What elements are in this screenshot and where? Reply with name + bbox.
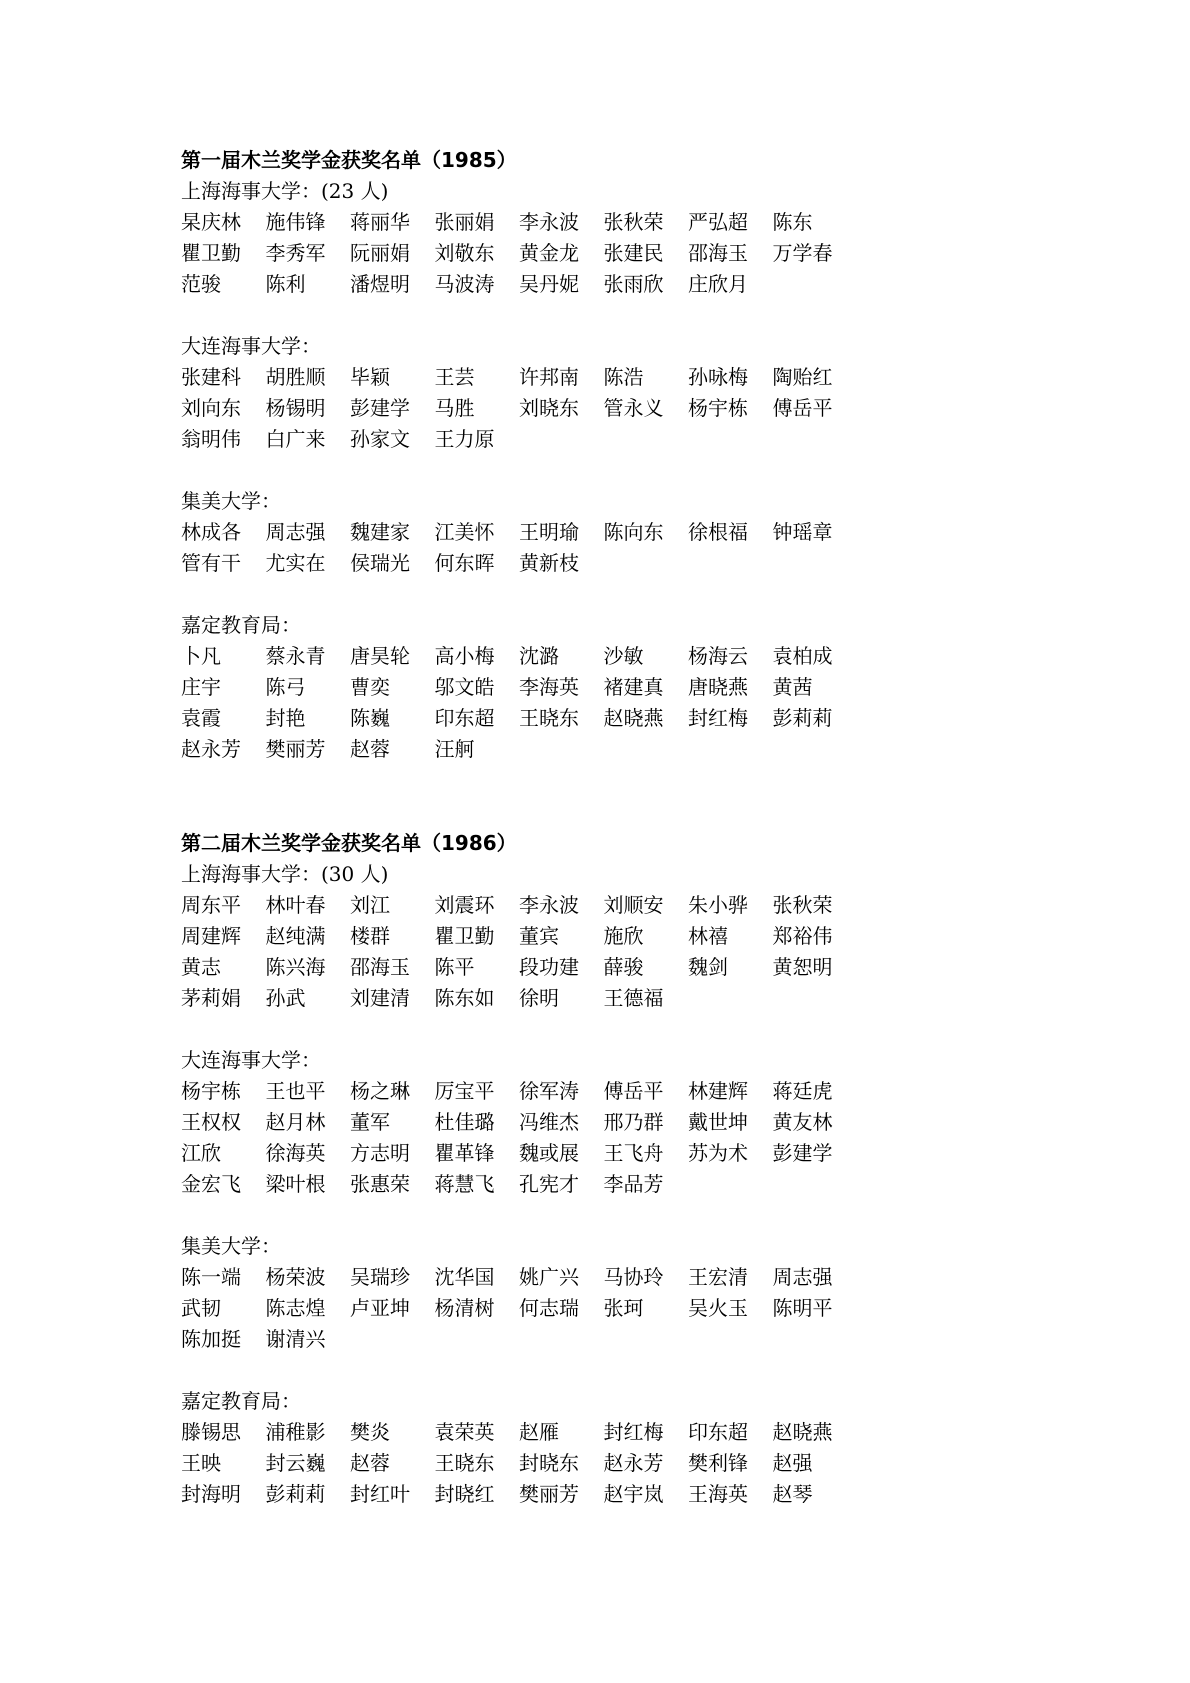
- recipient-name: 董军: [350, 1110, 390, 1134]
- recipient-name: 马胜: [434, 396, 475, 420]
- recipient-name: 武韧: [181, 1296, 221, 1320]
- recipient-name: 彭建学: [772, 1141, 833, 1165]
- recipient-name: 封红梅: [603, 1420, 664, 1444]
- recipient-name: 李永波: [519, 893, 579, 917]
- recipient-name: 陈巍: [350, 706, 390, 730]
- recipient-name: 何东晖: [434, 551, 495, 575]
- recipient-name: 黄茜: [772, 675, 813, 699]
- group-header: 嘉定教育局：: [181, 1389, 301, 1413]
- recipient-name: 李永波: [519, 210, 579, 234]
- recipient-name: 陈东: [772, 210, 813, 234]
- recipient-name: 蔡永青: [265, 644, 326, 668]
- recipient-name: 沙敏: [603, 644, 644, 668]
- recipient-name: 袁荣英: [434, 1420, 495, 1444]
- recipient-name: 卜凡: [181, 644, 221, 668]
- recipient-name: 郑裕伟: [772, 924, 833, 948]
- recipient-name: 封艳: [265, 706, 306, 730]
- recipient-name: 樊利锋: [688, 1451, 748, 1475]
- recipient-name: 邢乃群: [603, 1110, 664, 1134]
- recipient-name: 金宏飞: [181, 1172, 241, 1196]
- recipient-name: 陈利: [265, 272, 306, 296]
- recipient-name: 张雨欣: [603, 272, 664, 296]
- recipient-name: 印东超: [688, 1420, 748, 1444]
- recipient-name: 薛骏: [603, 955, 644, 979]
- recipient-name: 魏建家: [350, 520, 410, 544]
- name-grid: [181, 362, 941, 455]
- recipient-name: 杲庆林: [181, 210, 241, 234]
- recipient-name: 封红叶: [350, 1482, 410, 1506]
- name-grid: [181, 641, 941, 765]
- recipient-name: 赵蓉: [350, 737, 390, 761]
- recipient-name: 许邦南: [519, 365, 579, 389]
- recipient-name: 彭建学: [350, 396, 410, 420]
- recipient-name: 孙武: [265, 986, 306, 1010]
- recipient-name: 林叶春: [265, 893, 326, 917]
- recipient-name: 封海明: [181, 1482, 241, 1506]
- recipient-name: 胡胜顺: [265, 365, 326, 389]
- recipient-name: 赵强: [772, 1451, 813, 1475]
- recipient-name: 杨荣波: [265, 1265, 326, 1289]
- recipient-name: 袁柏成: [772, 644, 833, 668]
- recipient-name: 段功建: [519, 955, 579, 979]
- recipient-name: 吴瑞珍: [350, 1265, 410, 1289]
- recipient-name: 魏剑: [688, 955, 728, 979]
- recipient-name: 毕颖: [350, 365, 390, 389]
- recipient-name: 赵宇岚: [603, 1482, 664, 1506]
- recipient-name: 赵雁: [519, 1420, 559, 1444]
- recipient-name: 张惠荣: [350, 1172, 410, 1196]
- recipient-name: 封晓红: [434, 1482, 495, 1506]
- recipient-name: 万学春: [772, 241, 833, 265]
- recipient-name: 施伟锋: [265, 210, 326, 234]
- recipient-name: 张丽娟: [434, 210, 495, 234]
- recipient-name: 陈向东: [603, 520, 664, 544]
- recipient-name: 杨海云: [688, 644, 748, 668]
- recipient-name: 施欣: [603, 924, 644, 948]
- recipient-name: 王映: [181, 1451, 221, 1475]
- name-grid: [181, 1076, 941, 1200]
- recipient-name: 蒋慧飞: [434, 1172, 495, 1196]
- recipient-name: 杨之琳: [350, 1079, 410, 1103]
- recipient-name: 赵琴: [772, 1482, 813, 1506]
- group-header: 嘉定教育局：: [181, 613, 301, 637]
- recipient-name: 李品芳: [603, 1172, 664, 1196]
- recipient-name: 马波涛: [434, 272, 495, 296]
- recipient-name: 厉宝平: [434, 1079, 495, 1103]
- recipient-name: 卢亚坤: [350, 1296, 410, 1320]
- recipient-name: 徐根福: [688, 520, 748, 544]
- recipient-name: 沈华国: [434, 1265, 495, 1289]
- recipient-name: 赵永芳: [603, 1451, 664, 1475]
- group-dalian-maritime-university: [181, 331, 941, 455]
- recipient-name: 杜佳璐: [434, 1110, 495, 1134]
- recipient-name: 周志强: [265, 520, 326, 544]
- recipient-name: 徐明: [519, 986, 559, 1010]
- recipient-name: 白广来: [265, 427, 326, 451]
- group-shanghai-maritime-university: [181, 176, 941, 300]
- group-header: 集美大学：: [181, 489, 281, 513]
- recipient-name: 范骏: [181, 272, 221, 296]
- recipient-name: 黄志: [181, 955, 221, 979]
- recipient-name: 蒋廷虎: [772, 1079, 833, 1103]
- recipient-name: 吴丹妮: [519, 272, 579, 296]
- recipient-name: 孙咏梅: [688, 365, 748, 389]
- recipient-name: 谢清兴: [265, 1327, 326, 1351]
- recipient-name: 姚广兴: [519, 1265, 579, 1289]
- recipient-name: 孔宪才: [519, 1172, 579, 1196]
- group-header: 大连海事大学：: [181, 334, 321, 358]
- recipient-name: 王明瑜: [519, 520, 579, 544]
- recipient-name: 徐海英: [265, 1141, 326, 1165]
- recipient-name: 浦稚影: [265, 1420, 326, 1444]
- recipient-name: 何志瑞: [519, 1296, 579, 1320]
- recipient-name: 王芸: [434, 365, 475, 389]
- recipient-name: 傅岳平: [603, 1079, 664, 1103]
- award-1986-section: [181, 828, 941, 1510]
- recipient-name: 杨锡明: [265, 396, 326, 420]
- group-header: 上海海事大学：(30 人): [181, 862, 389, 886]
- recipient-name: 褚建真: [603, 675, 664, 699]
- recipient-name: 瞿卫勤: [434, 924, 495, 948]
- recipient-name: 侯瑞光: [350, 551, 410, 575]
- recipient-name: 陈兴海: [265, 955, 326, 979]
- group-jimei-university: [181, 1231, 941, 1355]
- recipient-name: 潘煜明: [350, 272, 410, 296]
- recipient-name: 孙家文: [350, 427, 410, 451]
- recipient-name: 林禧: [688, 924, 728, 948]
- recipient-name: 江美怀: [434, 520, 495, 544]
- group-jiading-education-bureau: [181, 610, 941, 765]
- recipient-name: 彭莉莉: [772, 706, 833, 730]
- recipient-name: 黄友林: [772, 1110, 833, 1134]
- recipient-name: 高小梅: [434, 644, 495, 668]
- recipient-name: 唐昊轮: [350, 644, 410, 668]
- recipient-name: 杨宇栋: [688, 396, 748, 420]
- group-dalian-maritime-university: [181, 1045, 941, 1200]
- recipient-name: 徐军涛: [519, 1079, 579, 1103]
- recipient-name: 刘顺安: [603, 893, 664, 917]
- award-title: 第二届木兰奖学金获奖名单（1986）: [181, 831, 517, 855]
- document-page: [181, 145, 941, 1573]
- recipient-name: 瞿卫勤: [181, 241, 241, 265]
- recipient-name: 庄欣月: [688, 272, 748, 296]
- recipient-name: 管永义: [603, 396, 664, 420]
- recipient-name: 董宾: [519, 924, 559, 948]
- recipient-name: 刘建清: [350, 986, 410, 1010]
- recipient-name: 冯维杰: [519, 1110, 579, 1134]
- recipient-name: 封红梅: [688, 706, 748, 730]
- recipient-name: 杨清树: [434, 1296, 495, 1320]
- name-grid: [181, 890, 941, 1014]
- recipient-name: 杨宇栋: [181, 1079, 241, 1103]
- recipient-name: 刘敬东: [434, 241, 495, 265]
- recipient-name: 楼群: [350, 924, 390, 948]
- recipient-name: 赵纯满: [265, 924, 326, 948]
- group-shanghai-maritime-university: [181, 859, 941, 1014]
- recipient-name: 李海英: [519, 675, 579, 699]
- recipient-name: 刘晓东: [519, 396, 579, 420]
- recipient-name: 梁叶根: [265, 1172, 326, 1196]
- award-title: 第一届木兰奖学金获奖名单（1985）: [181, 148, 517, 172]
- recipient-name: 李秀军: [265, 241, 326, 265]
- recipient-name: 王海英: [688, 1482, 748, 1506]
- recipient-name: 袁霞: [181, 706, 221, 730]
- recipient-name: 周志强: [772, 1265, 833, 1289]
- recipient-name: 王也平: [265, 1079, 326, 1103]
- recipient-name: 严弘超: [688, 210, 748, 234]
- recipient-name: 樊丽芳: [265, 737, 326, 761]
- recipient-name: 张建民: [603, 241, 664, 265]
- award-1985-section: [181, 145, 941, 765]
- recipient-name: 唐晓燕: [688, 675, 748, 699]
- recipient-name: 茅莉娟: [181, 986, 241, 1010]
- recipient-name: 张珂: [603, 1296, 644, 1320]
- recipient-name: 蒋丽华: [350, 210, 410, 234]
- recipient-name: 刘向东: [181, 396, 241, 420]
- recipient-name: 樊丽芳: [519, 1482, 579, 1506]
- recipient-name: 汪舸: [434, 737, 475, 761]
- name-grid: [181, 517, 941, 579]
- recipient-name: 翁明伟: [181, 427, 241, 451]
- recipient-name: 樊炎: [350, 1420, 390, 1444]
- recipient-name: 王飞舟: [603, 1141, 664, 1165]
- recipient-name: 庄宇: [181, 675, 221, 699]
- recipient-name: 阮丽娟: [350, 241, 410, 265]
- recipient-name: 黄恕明: [772, 955, 833, 979]
- recipient-name: 魏或展: [519, 1141, 579, 1165]
- name-grid: [181, 207, 941, 300]
- recipient-name: 陈浩: [603, 365, 644, 389]
- recipient-name: 周东平: [181, 893, 241, 917]
- recipient-name: 赵蓉: [350, 1451, 390, 1475]
- recipient-name: 瞿革锋: [434, 1141, 495, 1165]
- name-grid: [181, 1417, 941, 1510]
- recipient-name: 周建辉: [181, 924, 241, 948]
- recipient-name: 陶贻红: [772, 365, 833, 389]
- recipient-name: 陈东如: [434, 986, 495, 1010]
- recipient-name: 沈潞: [519, 644, 559, 668]
- recipient-name: 邵海玉: [350, 955, 410, 979]
- recipient-name: 王晓东: [434, 1451, 495, 1475]
- recipient-name: 陈平: [434, 955, 475, 979]
- recipient-name: 尤实在: [265, 551, 326, 575]
- recipient-name: 朱小骅: [688, 893, 748, 917]
- recipient-name: 印东超: [434, 706, 495, 730]
- recipient-name: 王宏清: [688, 1265, 748, 1289]
- recipient-name: 刘江: [350, 893, 390, 917]
- recipient-name: 赵永芳: [181, 737, 241, 761]
- recipient-name: 滕锡思: [181, 1420, 241, 1444]
- recipient-name: 江欣: [181, 1141, 221, 1165]
- group-jiading-education-bureau: [181, 1386, 941, 1510]
- recipient-name: 王力原: [434, 427, 495, 451]
- recipient-name: 苏为术: [688, 1141, 748, 1165]
- group-header: 集美大学：: [181, 1234, 281, 1258]
- recipient-name: 陈志煌: [265, 1296, 326, 1320]
- recipient-name: 林成各: [181, 520, 241, 544]
- recipient-name: 王德福: [603, 986, 664, 1010]
- recipient-name: 傅岳平: [772, 396, 833, 420]
- recipient-name: 刘震环: [434, 893, 495, 917]
- recipient-name: 封晓东: [519, 1451, 579, 1475]
- recipient-name: 陈加挺: [181, 1327, 241, 1351]
- group-header: 上海海事大学：(23 人): [181, 179, 389, 203]
- recipient-name: 王晓东: [519, 706, 579, 730]
- recipient-name: 黄金龙: [519, 241, 579, 265]
- recipient-name: 张秋荣: [603, 210, 664, 234]
- recipient-name: 曹奕: [350, 675, 390, 699]
- recipient-name: 陈弓: [265, 675, 306, 699]
- recipient-name: 钟瑶章: [772, 520, 833, 544]
- recipient-name: 王权权: [181, 1110, 241, 1134]
- group-jimei-university: [181, 486, 941, 579]
- recipient-name: 黄新枝: [519, 551, 579, 575]
- recipient-name: 赵月林: [265, 1110, 326, 1134]
- group-header: 大连海事大学：: [181, 1048, 321, 1072]
- recipient-name: 赵晓燕: [772, 1420, 833, 1444]
- recipient-name: 张建科: [181, 365, 241, 389]
- recipient-name: 戴世坤: [688, 1110, 748, 1134]
- recipient-name: 赵晓燕: [603, 706, 664, 730]
- recipient-name: 邬文皓: [434, 675, 495, 699]
- recipient-name: 马协玲: [603, 1265, 664, 1289]
- recipient-name: 彭莉莉: [265, 1482, 326, 1506]
- recipient-name: 方志明: [350, 1141, 410, 1165]
- recipient-name: 封云巍: [265, 1451, 326, 1475]
- recipient-name: 管有干: [181, 551, 241, 575]
- recipient-name: 林建辉: [688, 1079, 748, 1103]
- recipient-name: 陈一端: [181, 1265, 241, 1289]
- recipient-name: 陈明平: [772, 1296, 833, 1320]
- name-grid: [181, 1262, 941, 1355]
- recipient-name: 张秋荣: [772, 893, 833, 917]
- recipient-name: 吴火玉: [688, 1296, 748, 1320]
- recipient-name: 邵海玉: [688, 241, 748, 265]
